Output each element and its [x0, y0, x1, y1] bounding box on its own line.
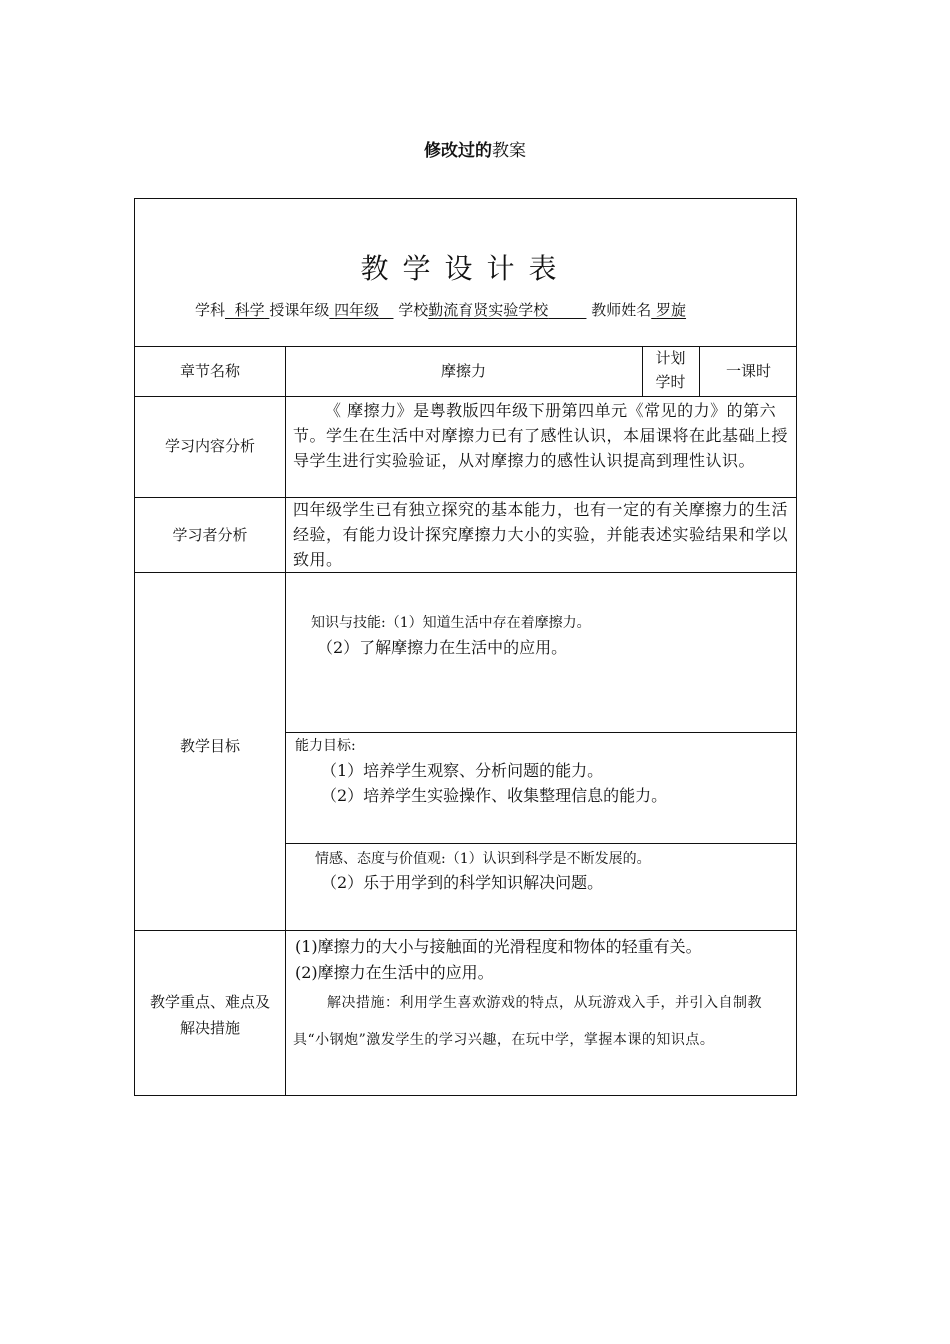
row-divider — [135, 572, 796, 573]
key-point-1: (1)摩擦力的大小与接触面的光滑程度和物体的轻重有关。 — [295, 937, 702, 956]
teaching-goals-label: 教学目标 — [179, 737, 240, 755]
knowledge-goal-1: 知识与技能:（1）知道生活中存在着摩擦力。 — [311, 615, 591, 631]
planned-hours-label: 计划 学时 — [655, 349, 686, 391]
subject-label: 学科 — [195, 301, 226, 319]
chapter-label: 章节名称 — [179, 362, 240, 380]
grade-label: 授课年级 — [269, 301, 330, 319]
content-analysis-label: 学习内容分析 — [164, 437, 255, 455]
ability-goal-1: （1）培养学生观察、分析问题的能力。 — [321, 761, 604, 780]
school-label: 学校 — [398, 301, 429, 319]
ability-goal-2: （2）培养学生实验操作、收集整理信息的能力。 — [321, 786, 668, 805]
row-divider — [135, 930, 796, 931]
solution-measures: 解决措施：利用学生喜欢游戏的特点，从玩游戏入手，并引入自制教具“小钢炮”激发学生的学习兴趣，在玩中学，掌握本课的知识点。 — [293, 995, 762, 1048]
design-table — [134, 198, 797, 1096]
emotion-goal-1: 情感、态度与价值观:（1）认识到科学是不断发展的。 — [315, 851, 651, 867]
document-title-bold: 修改过的 — [424, 141, 492, 161]
key-points-label: 教学重点、难点及 解决措施 — [149, 993, 270, 1037]
document-title — [0, 136, 950, 161]
chapter-value: 摩擦力 — [440, 362, 486, 380]
teacher-value: 罗旋 — [656, 301, 687, 319]
planned-hours-value: 一课时 — [725, 362, 771, 380]
row-divider — [135, 396, 796, 397]
document-title-rest: 教案 — [492, 141, 526, 161]
teacher-label: 教师姓名 — [591, 301, 652, 319]
sub-row-divider — [285, 732, 796, 733]
sub-row-divider — [285, 843, 796, 844]
key-point-2: (2)摩擦力在生活中的应用。 — [295, 963, 494, 982]
column-divider — [285, 346, 286, 1096]
school-value: 勤流育贤实验学校 — [428, 301, 549, 319]
grade-value: 四年级 — [334, 301, 380, 319]
content-analysis-text: 《 摩擦力》是粤教版四年级下册第四单元《常见的力》的第六节。学生在生活中对摩擦力已有了感性认识，本届课将在此基础上授导学生进行实验验证，从对摩擦力的感性认识提高到理性认识。 — [293, 401, 789, 470]
learner-analysis-text: 四年级学生已有独立探究的基本能力，也有一定的有关摩擦力的生活经验，有能力设计探究摩擦力大小的实验，并能表述实验结果和学以致用。 — [293, 500, 789, 569]
ability-goal-heading: 能力目标: — [295, 738, 356, 754]
subject-value: 科学 — [234, 301, 265, 319]
knowledge-goal-2: （2）了解摩擦力在生活中的应用。 — [317, 638, 568, 657]
emotion-goal-2: （2）乐于用学到的科学知识解决问题。 — [321, 873, 604, 892]
learner-analysis-label: 学习者分析 — [172, 526, 248, 544]
form-title: 教学设计表 — [360, 252, 571, 285]
meta-line — [195, 299, 686, 320]
